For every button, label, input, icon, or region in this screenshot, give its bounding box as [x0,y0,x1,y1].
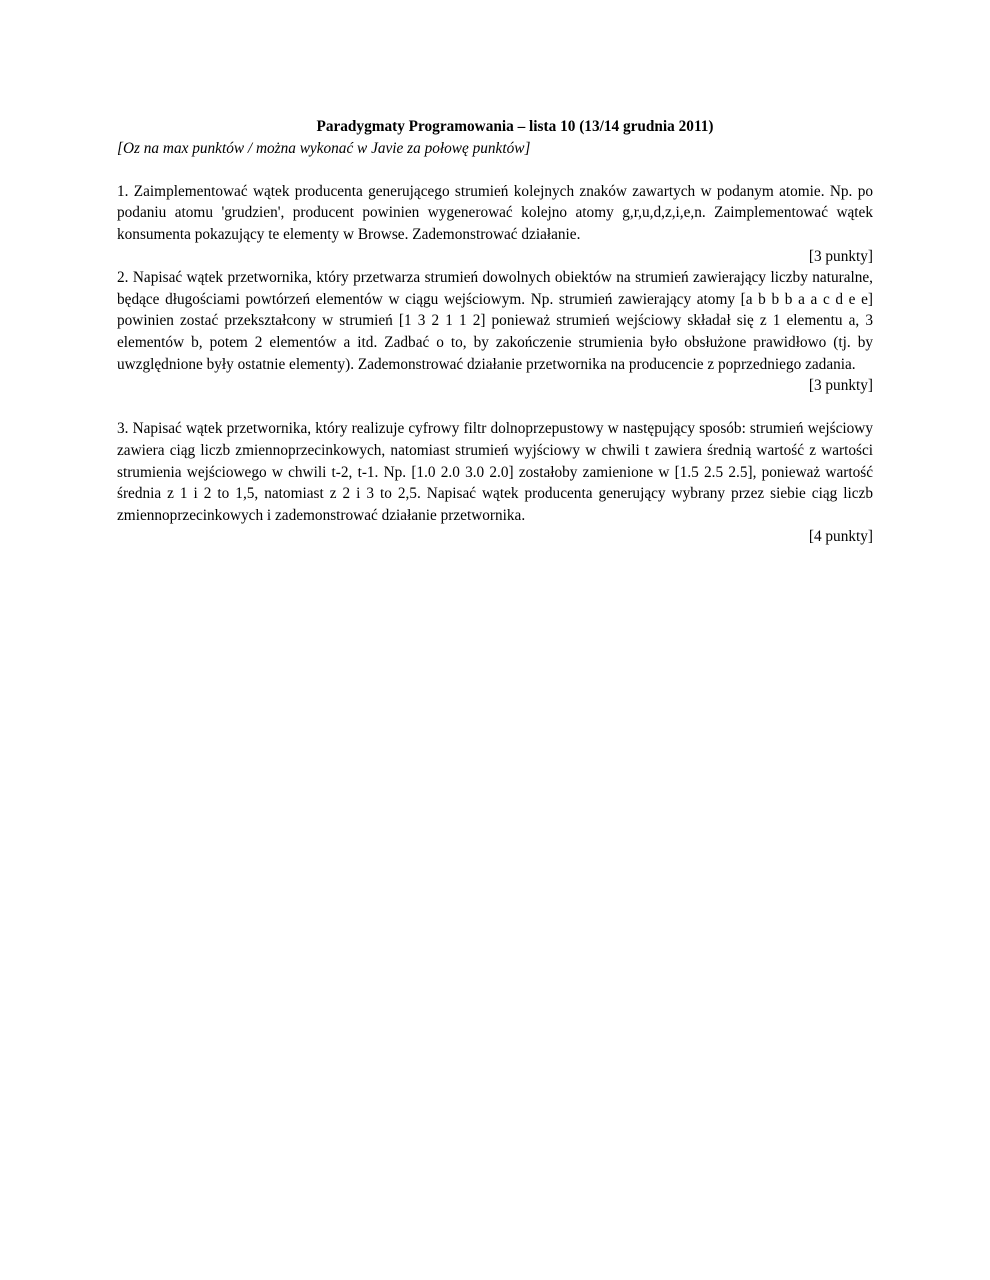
task-2-text: 2. Napisać wątek przetwornika, który przetwarza strumień dowolnych obiektów na strumień zawierający liczby naturalne, będące długościami powtórzeń elementów w ciągu wejściowym. Np. strumień zawierający atomy [a b b b a a c d e e] powinien zostać przekształcony w strumień [1 3 2 1 1 2] ponieważ strumień wejściowy składał się z 1 elementu a, 3 elementów b, potem 2 elementów a itd. Zadbać o to, by zakończenie strumienia było obsłużone prawidłowo (tj. by uwzględnione były ostatnie elementy). Zademonstrować działanie przetwornika na producencie z poprzedniego zadania. [117,269,873,373]
spacer [117,397,873,419]
document-content [117,116,873,548]
document-title: Paradygmaty Programowania – lista 10 (13/14 grudnia 2011) [316,118,714,135]
task-3-text: 3. Napisać wątek przetwornika, który realizuje cyfrowy filtr dolnoprzepustowy w następujący sposób: strumień wejściowy zawiera ciąg liczb zmiennoprzecinkowych, natomiast strumień wyjściowy w chwili t zawiera średnią wartość z wartości strumienia wejściowego w chwili t-2, t-1. Np. [1.0 2.0 3.0 2.0] zostałoby zamienione w [1.5 2.5 2.5], ponieważ wartość średnia z 1 i 2 to 1,5, natomiast z 2 i 3 to 2,5. Napisać wątek producenta generujący wybrany przez siebie ciąg liczb zmiennoprzecinkowych i zademonstrować działanie przetwornika. [117,420,873,524]
document-subtitle: [Oz na max punktów / można wykonać w Javie za połowę punktów] [117,139,531,157]
task-1-points: [3 punkty] [808,247,873,265]
task-3-points: [4 punkty] [808,528,873,546]
task-1-text: 1. Zaimplementować wątek producenta generującego strumień kolejnych znaków zawartych w podanym atomie. Np. po podaniu atomu 'grudzien', producent powinien wygenerować kolejno atomy g,r,u,d,z,i,e,n. Zaimplementować wątek konsumenta pokazujący te elementy w Browse. Zademonstrować działanie. [117,182,873,243]
task-2-points: [3 punkty] [808,377,873,395]
